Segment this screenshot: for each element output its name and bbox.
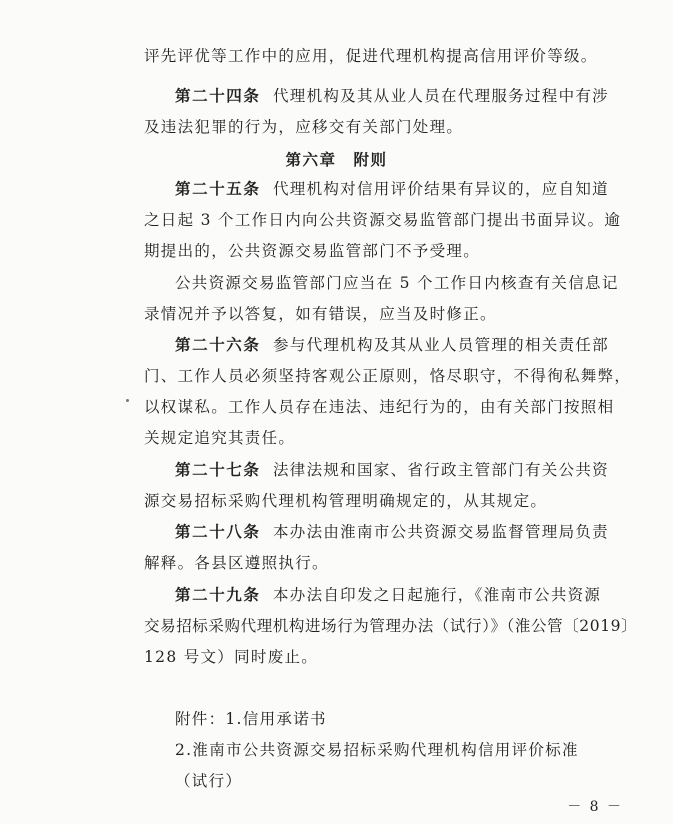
article-26: 第二十六条 参与代理机构及其从业人员管理的相关责任部 (175, 336, 609, 354)
body-line: 门、工作人员必须坚持客观公正原则，恪尽职守，不得徇私舞弊， (144, 367, 632, 385)
body-line: 之日起 3 个工作日内向公共资源交易监管部门提出书面异议。逾 (144, 211, 622, 229)
body-line: 期提出的，公共资源交易监管部门不予受理。 (144, 242, 481, 260)
article-heading: 第二十七条 (175, 461, 261, 479)
attachment-line: 2.淮南市公共资源交易招标采购代理机构信用评价标准 (175, 741, 579, 759)
article-24: 第二十四条 代理机构及其从业人员在代理服务过程中有涉 (175, 87, 609, 105)
body-line: 及违法犯罪的行为，应移交有关部门处理。 (144, 118, 464, 136)
article-25: 第二十五条 代理机构对信用评价结果有异议的，应自知道 (175, 180, 609, 198)
page-number: － 8 － (567, 799, 623, 815)
article-27: 第二十七条 法律法规和国家、省行政主管部门有关公共资 (175, 461, 609, 479)
scan-speck (126, 399, 129, 402)
attachment-line: （试行） (175, 772, 243, 790)
body-line: 源交易招标采购代理机构管理明确规定的，从其规定。 (144, 492, 548, 510)
body-line: 解释。各县区遵照执行。 (144, 554, 329, 572)
body-line: 评先评优等工作中的应用，促进代理机构提高信用评价等级。 (144, 47, 598, 65)
article-28: 第二十八条 本办法由淮南市公共资源交易监督管理局负责 (175, 523, 609, 541)
attachment-line: 附件：1.信用承诺书 (175, 710, 327, 728)
body-line: 关规定追究其责任。 (144, 429, 296, 447)
body-line: 以权谋私。工作人员存在违法、违纪行为的，由有关部门按照相 (144, 398, 615, 416)
chapter-title: 第六章 附则 (285, 151, 388, 169)
article-heading: 第二十八条 (175, 523, 261, 541)
body-line: 录情况并予以答复，如有错误，应当及时修正。 (144, 305, 497, 323)
article-heading: 第二十五条 (175, 180, 261, 198)
article-heading: 第二十九条 (175, 586, 261, 604)
body-line: 公共资源交易监管部门应当在 5 个工作日内核查有关信息记 (175, 274, 619, 292)
article-heading: 第二十四条 (175, 87, 261, 105)
body-line: 交易招标采购代理机构进场行为管理办法（试行）》（淮公管〔2019〕 (144, 617, 638, 635)
body-line: 128 号文）同时废止。 (144, 648, 319, 666)
article-29: 第二十九条 本办法自印发之日起施行，《淮南市公共资源 (175, 586, 602, 604)
article-heading: 第二十六条 (175, 336, 261, 354)
